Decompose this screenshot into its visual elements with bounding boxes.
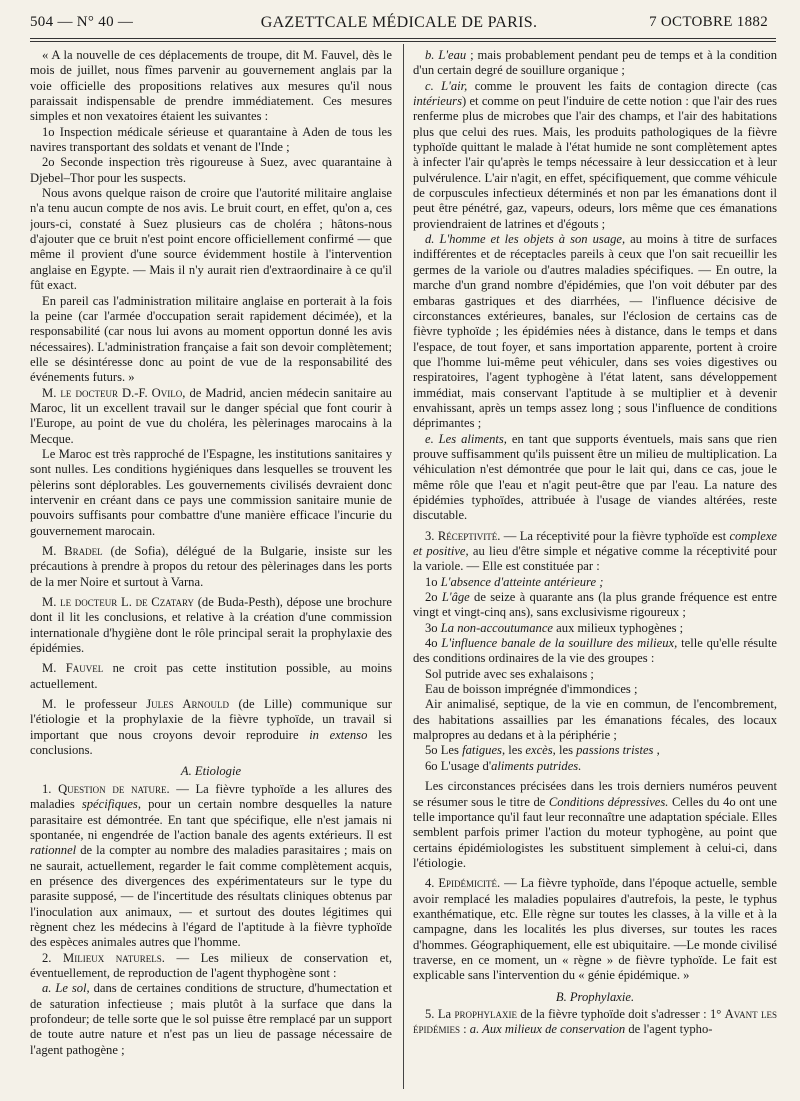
paragraph: Les circonstances précisées dans les trois derniers numéros peuvent se résumer sous le titre de Conditions dépressives. Celles du 4o ont une telle importance qu'il faut leur reconnaître une adaptation spéciale. Elles semblent parfois primer l'action du moteur typhogène, au point que certains épidémiologistes les substituent simplement à celui-ci, dans l'étiologie.: [413, 779, 777, 870]
paragraph: 5. La prophylaxie de la fièvre typhoïde doit s'adresser : 1° Avant les épidémies : a. Aux milieux de conservation de l'agent typho-: [413, 1006, 777, 1037]
section-heading-prophylaxie: B. Prophylaxie.: [555, 989, 635, 1004]
subsection-heading: 2. Milieux naturels.: [42, 950, 165, 965]
paragraph: M. Bradel (de Sofia), délégué de la Bulgarie, insiste sur les précautions à prendre à propos du retour des pèlerinages dans les ports de la mer Noire et surtout à Varna.: [30, 544, 392, 589]
left-column: [30, 48, 392, 1093]
list-item: 1o L'absence d'atteinte antérieure ;: [425, 574, 604, 589]
journal-title: GAZETTCALE MÉDICALE DE PARIS.: [260, 14, 538, 31]
paragraph: 1. Question de nature. — La fièvre typhoïde a les allures des maladies spécifiques, pour un certain nombre desquelles la nature parasitaire est démontrée. En tant que spécifique, elle n'est jamais ni spontanée, ni engendrée de l'action banale des agents extérieurs. Il est rationnel de la compter au nombre des maladies parasitaires ; mais on ne saurait, actuellement, regarder le fait comme complètement acquis, en présence des divergences des expérimentateurs sur le type du parasite supposé, — de l'incertitude des résultats cliniques obtenus par l'inoculation aux animaux, — et surtout des doutes légitimes qui règnent chez les médecins à l'égard de l'aptitude à la fièvre typhoïde des espèces animales autres que l'homme.: [30, 781, 392, 950]
subsection-heading: 1. Question de nature.: [42, 781, 170, 796]
speaker-name: M. Bradel: [42, 544, 103, 558]
list-item: 6o L'usage d'aliments putrides.: [425, 758, 582, 773]
list-item: 3o La non-accoutumance aux milieux typhogènes ;: [425, 620, 684, 635]
issue-date: 7 OCTOBRE 1882: [649, 14, 768, 30]
paragraph: « A la nouvelle de ces déplacements de troupe, dit M. Fauvel, dès le mois de juillet, nous fîmes parvenir au gouvernement anglais par la voie officielle des propositions relatives aux mesures qu'il nous paraissait indispensable de prendre immédiatement. Ces mesures simples et non vexatoires étaient les suivantes :: [30, 48, 392, 124]
paragraph: M. Fauvel ne croit pas cette institution possible, au moins actuellement.: [30, 661, 392, 691]
list-item: Air animalisé, septique, de la vie en commun, de l'encombrement, des habitations assaillies par les émanations fécales, des locaux malpropres au dedans et à la périphérie ;: [413, 697, 777, 743]
paragraph: En pareil cas l'administration militaire anglaise en porterait à la fois la peine (car l'armée d'occupation serait rapidement décimée), et la responsabilité (car nous lui avons au moment opportun donné les avis nécessaires). L'administration française a fait son devoir complètement; elle se désintéresse donc au point de vue de la responsabilité des événements futurs. »: [30, 293, 392, 385]
speaker-name: M. Fauvel: [42, 661, 104, 676]
paragraph: Nous avons quelque raison de croire que l'autorité militaire anglaise n'a tenu aucun compte de nos avis. Le bruit court, en effet, qu'on a, ces jours-ci, constaté à Suez plusieurs cas de choléra ; hâtons-nous d'ajouter que ce bruit n'est point encore officiellement confirmé — que même il provient d'une source évidemment hostile à l'intervention anglaise en Egypte. — Mais il n'y aurait rien d'extraordinaire à ce qu'il fût exact.: [30, 186, 392, 293]
paragraph: d. L'homme et les objets à son usage, au moins à titre de surfaces indifférentes et de réceptacles pareils à ceux que l'on sait recueillir les germes de la variole ou d'autres maladies spécifiques. — En outre, la marche d'un grand nombre d'épidémies, que l'on voit débuter par des embaras gastriques et des diarrhées, — l'influence décisive de circonstances extérieures, banales, sur l'éclosion de certains cas de fièvre typhoïde ; les épidémies nées à distance, dans le temps et dans l'espace, de tout foyer, et sans importation apparente, portent à croire que l'homme lui-même peut véhiculer, dans ses voies digestives ou respiratoires, l'agent typhogène à l'état latent, sans développement immédiat, mais conservant l'aptitude à se multiplier et à devenir envahissant, après un temps assez long ; sous l'influence de conditions déprimantes ;: [413, 232, 777, 431]
paragraph: b. L'eau ; mais probablement pendant peu de temps et à la condition d'un certain degré de souillure organique ;: [413, 48, 777, 78]
paragraph: Le Maroc est très rapproché de l'Espagne, les institutions sanitaires y sont nulles. Les conditions hygiéniques dans lesquelles se trouvent les pèlerins sont déplorables. Les gouvernements civilisés devraient donc intervenir en créant dans ce pays une commission sanitaire munie de pouvoirs suffisants pour combattre d'une manière efficace l'incurie du gouvernement marocain.: [30, 446, 392, 538]
speaker-name: Jules Arnould: [146, 697, 229, 712]
paragraph: 2o Seconde inspection très rigoureuse à Suez, avec quarantaine à Djebel–Thor pour les suspects.: [30, 155, 392, 185]
page-header: [30, 14, 768, 36]
paragraph: c. L'air, comme le prouvent les faits de contagion directe (cas intérieurs) et comme on peut l'induire de cette notion : que l'air des rues renferme plus de microbes que l'air des champs, et l'air des habitations plus que celui des rues. Mais, les produits pathologiques de la fièvre typhoïde quittant le malade à l'état humide ne sont complètement aptes à infecter l'air qu'après le temps nécessaire à leur dessiccation et à leur pulvérulence. L'air n'agit, en effet, spécifiquement, que comme véhicule de corpuscules infectieux déterminés et non par les émanations dont il peut être pénétré, gaz, vapeurs, odeurs, lors même que ces émanations proviendraient de latrines et d'égouts ;: [413, 78, 777, 231]
subsection-heading: 3. Réceptivité.: [425, 528, 501, 543]
right-column: [413, 48, 777, 1093]
paragraph: 4. Epidémicité. — La fièvre typhoïde, dans l'époque actuelle, semble avoir remplacé les maladies populaires d'autrefois, la peste, le typhus exanthématique, etc. Elle règne sur toutes les classes, à la ville et à la campagne, dans les localités les plus diverses, sur toutes les races d'hommes. Géographiquement, elle est ubiquitaire. —Le monde civilisé traverse, en ce moment, un « règne » de fièvre typhoïde. Le fait est explicable sans l'intervention du « génie épidémique. »: [413, 876, 777, 983]
list-item: 5o Les fatigues, les excès, les passions tristes ,: [425, 743, 660, 758]
paragraph: e. Les aliments, en tant que supports éventuels, mais sans que rien prouve suffisamment qu'ils puissent être un milieu de multiplication. La véhiculation n'est démontrée que pour le lait qui, dans ce cas, joue le même rôle que l'eau et n'agit peut-être que par l'eau. La nature des épidémies typhoïdes, attribuée à l'usage de viandes altérées, reste discutable.: [413, 431, 777, 523]
paragraph: 2. Milieux naturels. — Les milieux de conservation et, éventuellement, de reproduction de l'agent thyphogène sont :: [30, 950, 392, 980]
paragraph: 3. Réceptivité. — La réceptivité pour la fièvre typhoïde est complexe et positive, au lieu d'être simple et négative comme la réceptivité pour la variole. — Elle est constituée par :: [413, 528, 777, 574]
paragraph: M. le docteur D.-F. Ovilo, de Madrid, ancien médecin sanitaire au Maroc, lit un excellent travail sur le danger spécial que font courir à l'Europe, au point de vue du choléra, les pèlerinages marocains à la Mecque.: [30, 385, 392, 446]
header-rule-2: [30, 41, 776, 42]
page-number: 504 — N° 40 —: [30, 14, 134, 30]
header-rule: [30, 38, 776, 39]
subsection-heading: 4. Epidémicité.: [425, 876, 501, 891]
list-item: 2o L'âge de seize à quarante ans (la plus grande fréquence est entre vingt et vingt-cinq ans), sans exclusivisme rigoureux ;: [413, 590, 777, 620]
paragraph: a. Le sol, dans de certaines conditions de structure, d'humectation et de saturation infectieuse ; mais plutôt à la surface que dans la profondeur; de telle sorte que le sol puisse être remplacé par un support de toute autre nature et n'est pas un lieu de passage nécessaire de l'agent pathogène ;: [30, 981, 392, 1057]
column-divider: [403, 44, 404, 1089]
paragraph: M. le professeur Jules Arnould (de Lille) communique sur l'étiologie et la prophylaxie de la fièvre typhoïde, un travail si important que nous croyons devoir reproduire in extenso les conclusions.: [30, 697, 392, 758]
list-item: Sol putride avec ses exhalaisons ;: [425, 666, 594, 681]
speaker-name: M. le docteur D.-F. Ovilo,: [42, 385, 186, 400]
speaker-name: M. le docteur L. de Czatary: [42, 595, 194, 610]
paragraph: M. le docteur L. de Czatary (de Buda-Pesth), dépose une brochure dont il lit les conclusions, et relative à la création d'une commission internationale d'hygiène dont le rôle principal serait la prophylaxie des épidémies.: [30, 595, 392, 656]
list-item: Eau de boisson imprégnée d'immondices ;: [425, 682, 638, 697]
paragraph: 1o Inspection médicale sérieuse et quarantaine à Aden de tous les navires transportant des soldats et venant de l'Inde ;: [30, 124, 392, 155]
section-heading-etiologie: A. Etiologie: [180, 764, 242, 779]
list-item: 4o L'influence banale de la souillure des milieux, telle qu'elle résulte des conditions ordinaires de la vie des groupes :: [413, 636, 777, 666]
